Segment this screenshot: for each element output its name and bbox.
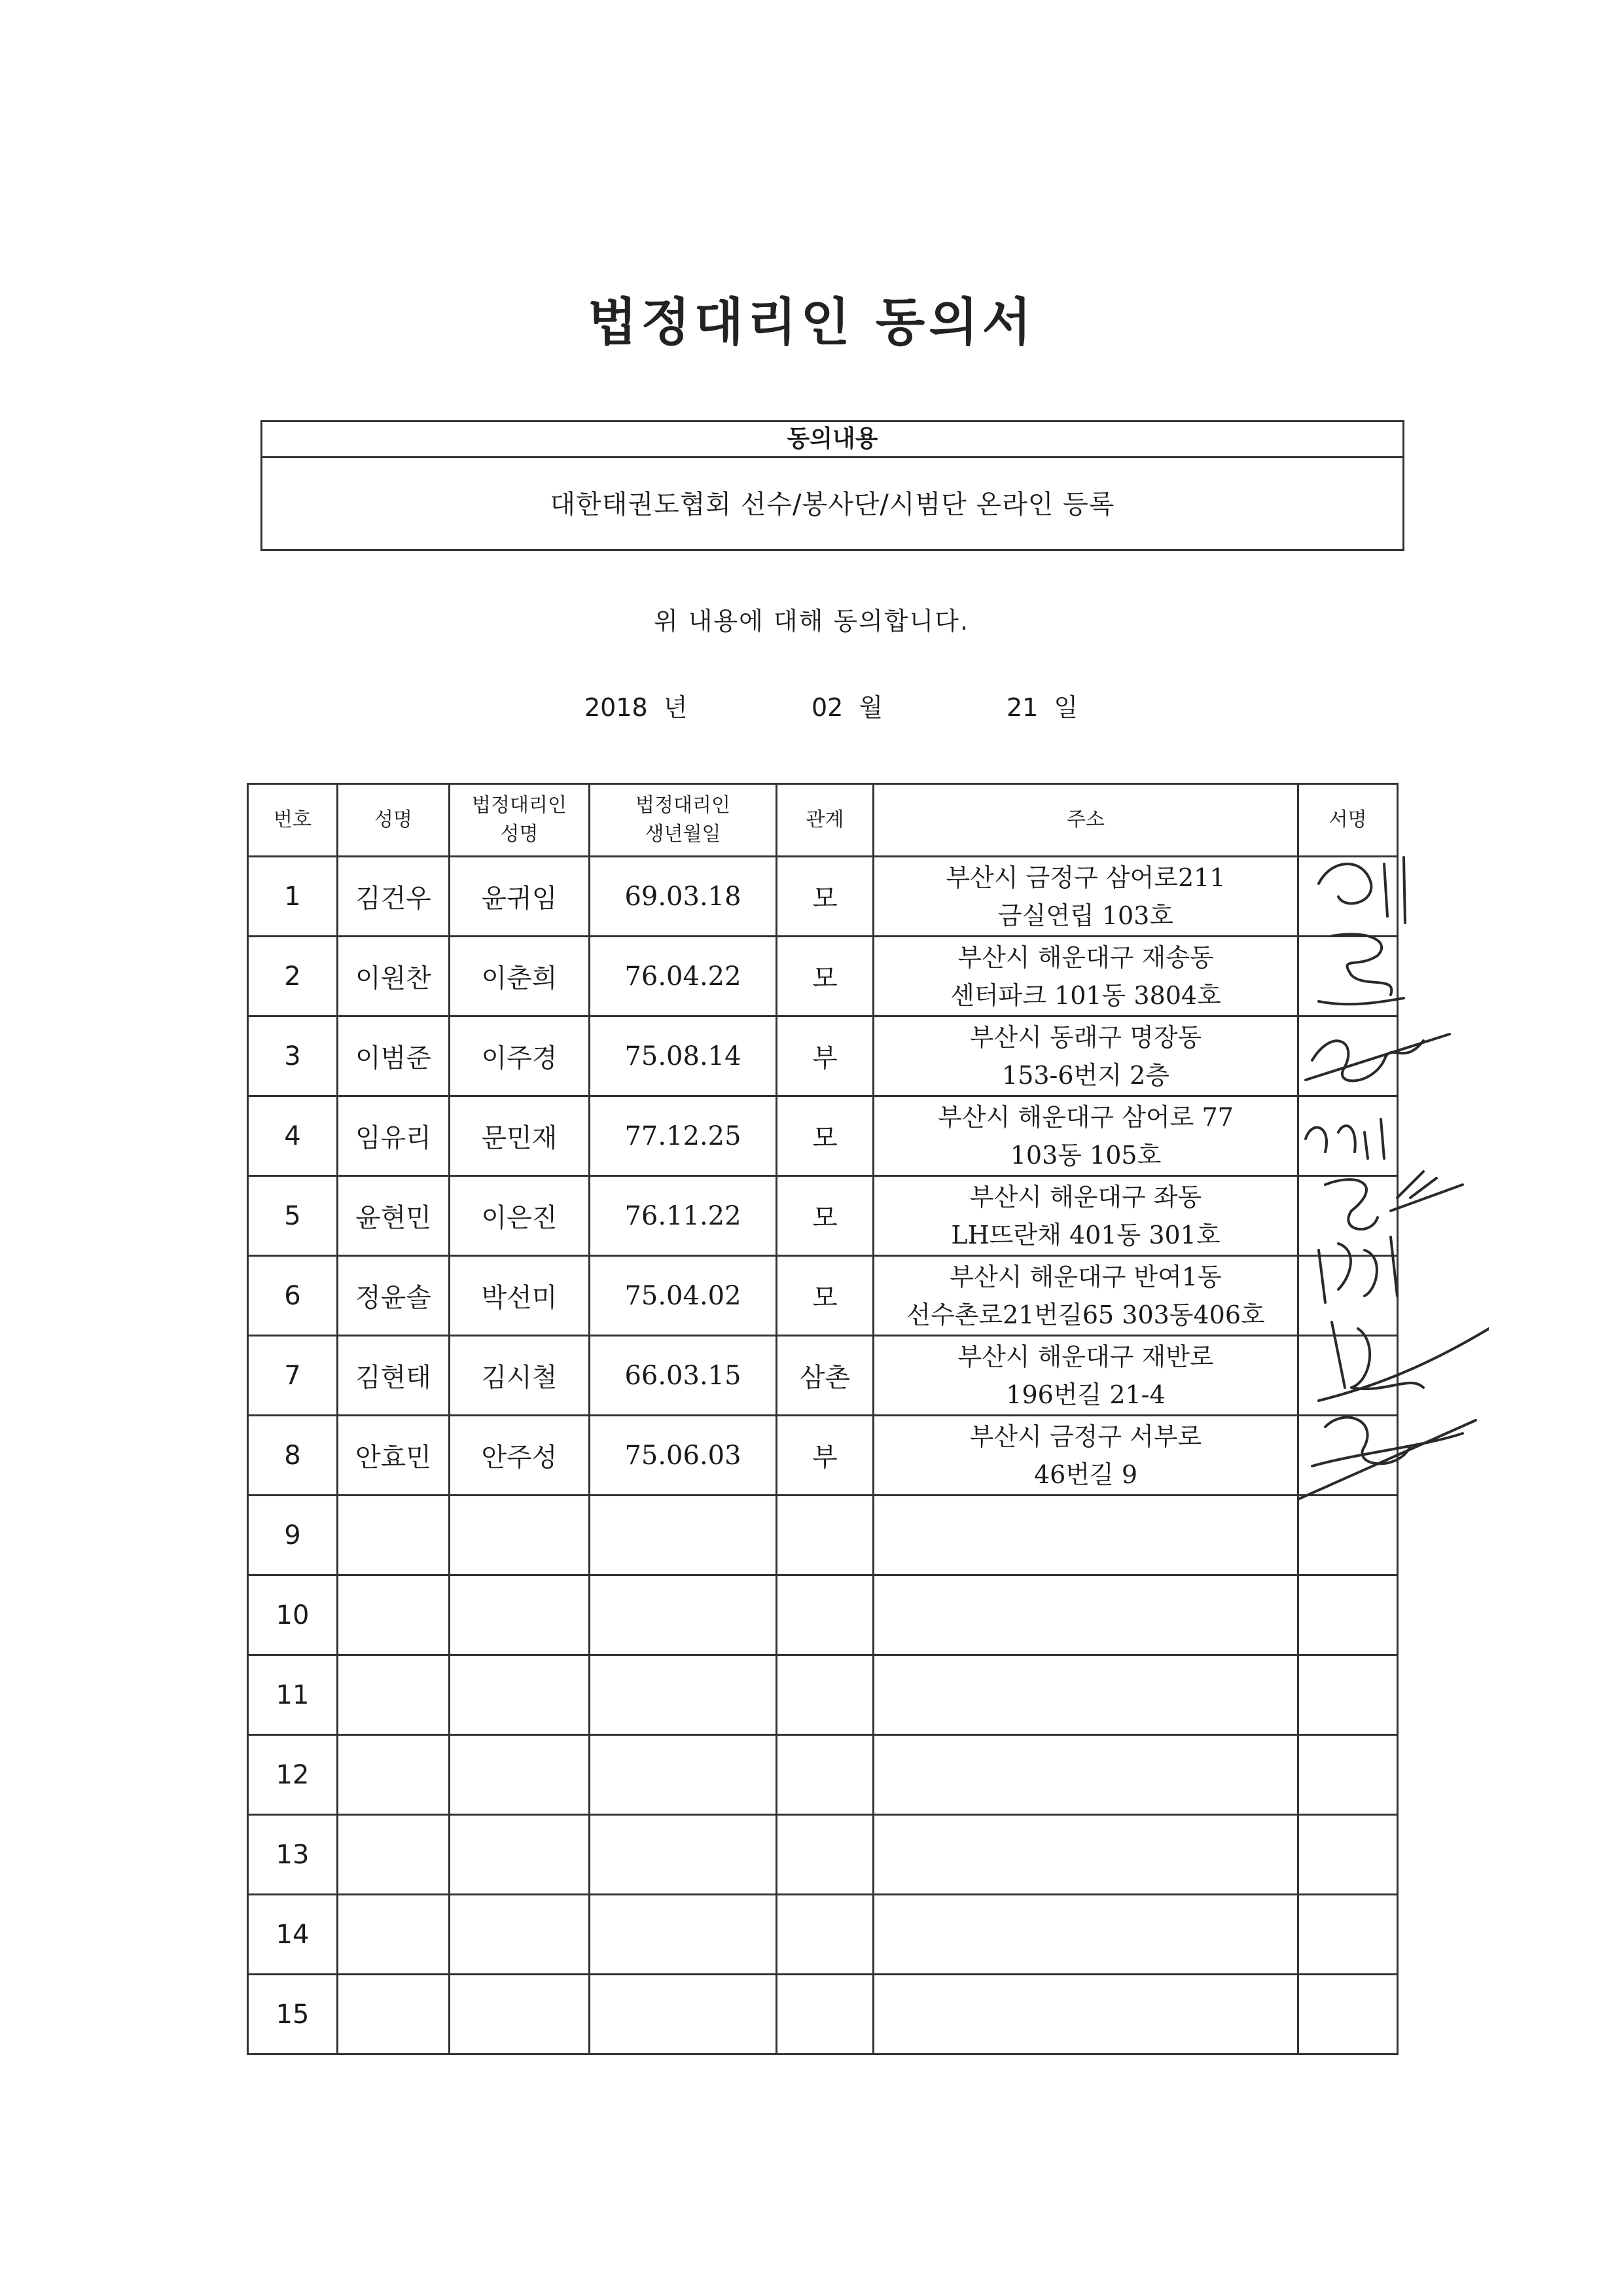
- address-line1: 부산시 해운대구 재송동: [957, 942, 1214, 972]
- cell-guardian-name: [450, 1895, 590, 1975]
- header-guardian-name-line1: 법정대리인: [472, 794, 567, 817]
- guardian-table: [247, 783, 1399, 2055]
- cell-no: 1: [248, 857, 338, 937]
- cell-signature: [1298, 1496, 1398, 1575]
- cell-relation: [777, 1735, 874, 1815]
- cell-name: 임유리: [338, 1096, 450, 1176]
- cell-name: [338, 1895, 450, 1975]
- cell-name: 정윤솔: [338, 1256, 450, 1336]
- address-line1: 부산시 해운대구 삼어로 77: [938, 1102, 1234, 1132]
- cell-guardian-birth: [590, 1975, 777, 2054]
- table-row: [248, 1496, 1398, 1575]
- cell-signature: [1298, 1096, 1398, 1176]
- address-line2: 196번길 21-4: [1006, 1380, 1166, 1409]
- header-address: 주소: [874, 784, 1298, 857]
- cell-guardian-birth: [590, 1895, 777, 1975]
- cell-signature: [1298, 1655, 1398, 1735]
- cell-guardian-name: [450, 1815, 590, 1895]
- cell-guardian-birth: 75.04.02: [590, 1256, 777, 1336]
- cell-no: 8: [248, 1416, 338, 1496]
- cell-name: [338, 1655, 450, 1735]
- header-signature: 서명: [1298, 784, 1398, 857]
- header-guardian-birth-line1: 법정대리인: [635, 794, 730, 817]
- cell-address: [874, 1975, 1298, 2054]
- date-year-value: 2018: [584, 693, 648, 722]
- cell-guardian-name: [450, 1655, 590, 1735]
- cell-address: [874, 1496, 1298, 1575]
- address-line2: 선수촌로21번길65 303동406호: [906, 1300, 1265, 1329]
- cell-guardian-birth: [590, 1496, 777, 1575]
- cell-relation: 모: [777, 1256, 874, 1336]
- cell-relation: 삼촌: [777, 1336, 874, 1416]
- cell-guardian-name: [450, 1975, 590, 2054]
- cell-address: [874, 1256, 1298, 1336]
- cell-guardian-name: 박선미: [450, 1256, 590, 1336]
- table-row: [248, 1575, 1398, 1655]
- cell-guardian-name: [450, 1575, 590, 1655]
- cell-address: [874, 1815, 1298, 1895]
- cell-name: [338, 1735, 450, 1815]
- cell-guardian-name: 이은진: [450, 1176, 590, 1256]
- consent-content-text: 대한태권도협회 선수/봉사단/시범단 온라인 등록: [550, 490, 1115, 520]
- table-row: [248, 1096, 1398, 1176]
- cell-address: [874, 1416, 1298, 1496]
- address-line1: 부산시 금정구 서부로: [969, 1422, 1202, 1451]
- cell-name: 이원찬: [338, 937, 450, 1016]
- cell-guardian-name: [450, 1496, 590, 1575]
- table-row: [248, 1336, 1398, 1416]
- cell-address: [874, 1735, 1298, 1815]
- cell-no: 7: [248, 1336, 338, 1416]
- table-row: [248, 1256, 1398, 1336]
- cell-relation: 모: [777, 1096, 874, 1176]
- header-guardian-name: [450, 784, 590, 857]
- cell-address: [874, 1336, 1298, 1416]
- cell-guardian-birth: 76.04.22: [590, 937, 777, 1016]
- date-month-label: 월: [859, 693, 883, 722]
- cell-no: 3: [248, 1016, 338, 1096]
- cell-name: 김건우: [338, 857, 450, 937]
- date-day: [1007, 687, 1078, 723]
- cell-guardian-name: [450, 1735, 590, 1815]
- consent-content-header: 동의내용: [262, 422, 1402, 458]
- cell-address: [874, 937, 1298, 1016]
- consent-content-box: [260, 420, 1404, 551]
- address-line2: 센터파크 101동 3804호: [950, 980, 1221, 1010]
- table-row: [248, 1655, 1398, 1735]
- table-row: [248, 937, 1398, 1016]
- header-guardian-name-line2: 성명: [500, 823, 539, 846]
- cell-name: [338, 1575, 450, 1655]
- table-row: [248, 1016, 1398, 1096]
- cell-signature: [1298, 1016, 1398, 1096]
- address-line1: 부산시 해운대구 반여1동: [950, 1262, 1222, 1291]
- cell-relation: 부: [777, 1416, 874, 1496]
- cell-no: 11: [248, 1655, 338, 1735]
- cell-address: [874, 857, 1298, 937]
- cell-relation: [777, 1895, 874, 1975]
- cell-name: [338, 1815, 450, 1895]
- cell-signature: [1298, 1895, 1398, 1975]
- cell-guardian-birth: 69.03.18: [590, 857, 777, 937]
- cell-guardian-birth: [590, 1575, 777, 1655]
- cell-name: [338, 1496, 450, 1575]
- cell-name: 김현태: [338, 1336, 450, 1416]
- date-year-label: 년: [663, 693, 688, 722]
- cell-no: 14: [248, 1895, 338, 1975]
- table-row: [248, 1975, 1398, 2054]
- address-line2: 금실연립 103호: [997, 901, 1174, 930]
- cell-signature: [1298, 1256, 1398, 1336]
- cell-relation: 모: [777, 937, 874, 1016]
- cell-signature: [1298, 1416, 1398, 1496]
- table-row: [248, 1735, 1398, 1815]
- cell-address: [874, 1575, 1298, 1655]
- date-day-value: 21: [1007, 693, 1039, 722]
- cell-guardian-birth: 77.12.25: [590, 1096, 777, 1176]
- address-line1: 부산시 금정구 삼어로211: [946, 863, 1226, 892]
- cell-signature: [1298, 937, 1398, 1016]
- cell-signature: [1298, 1975, 1398, 2054]
- cell-guardian-name: 김시철: [450, 1336, 590, 1416]
- date-year: [584, 687, 687, 723]
- cell-guardian-birth: [590, 1655, 777, 1735]
- cell-relation: 모: [777, 857, 874, 937]
- cell-guardian-birth: [590, 1815, 777, 1895]
- cell-signature: [1298, 1336, 1398, 1416]
- cell-address: [874, 1176, 1298, 1256]
- address-line1: 부산시 해운대구 좌동: [969, 1182, 1202, 1211]
- cell-address: [874, 1096, 1298, 1176]
- header-no: 번호: [248, 784, 338, 857]
- cell-guardian-birth: [590, 1735, 777, 1815]
- address-line1: 부산시 해운대구 재반로: [957, 1342, 1214, 1371]
- table-row: [248, 1895, 1398, 1975]
- cell-relation: [777, 1975, 874, 2054]
- cell-guardian-birth: 76.11.22: [590, 1176, 777, 1256]
- cell-guardian-birth: 75.08.14: [590, 1016, 777, 1096]
- cell-signature: [1298, 1735, 1398, 1815]
- table-header-row: [248, 784, 1398, 857]
- cell-signature: [1298, 857, 1398, 937]
- address-line2: 153-6번지 2층: [1002, 1060, 1169, 1090]
- table-row: [248, 1815, 1398, 1895]
- header-name: 성명: [338, 784, 450, 857]
- cell-signature: [1298, 1575, 1398, 1655]
- cell-relation: 모: [777, 1176, 874, 1256]
- cell-no: 2: [248, 937, 338, 1016]
- header-guardian-birth-line2: 생년월일: [645, 823, 721, 846]
- cell-guardian-name: 문민재: [450, 1096, 590, 1176]
- address-line2: 103동 105호: [1010, 1140, 1162, 1170]
- cell-relation: [777, 1815, 874, 1895]
- cell-no: 15: [248, 1975, 338, 2054]
- cell-no: 12: [248, 1735, 338, 1815]
- cell-name: 안효민: [338, 1416, 450, 1496]
- address-line1: 부산시 동래구 명장동: [969, 1022, 1202, 1052]
- cell-no: 6: [248, 1256, 338, 1336]
- cell-name: [338, 1975, 450, 2054]
- cell-address: [874, 1895, 1298, 1975]
- cell-guardian-birth: 75.06.03: [590, 1416, 777, 1496]
- cell-address: [874, 1016, 1298, 1096]
- table-row: [248, 1176, 1398, 1256]
- header-guardian-birth: [590, 784, 777, 857]
- document-title: 법정대리인 동의서: [588, 293, 1035, 352]
- agreement-statement: 위 내용에 대해 동의합니다.: [653, 607, 970, 636]
- cell-relation: [777, 1496, 874, 1575]
- cell-address: [874, 1655, 1298, 1735]
- header-relation: 관계: [777, 784, 874, 857]
- cell-relation: [777, 1655, 874, 1735]
- cell-no: 10: [248, 1575, 338, 1655]
- cell-guardian-name: 이춘희: [450, 937, 590, 1016]
- cell-name: 이범준: [338, 1016, 450, 1096]
- cell-guardian-name: 윤귀임: [450, 857, 590, 937]
- cell-guardian-birth: 66.03.15: [590, 1336, 777, 1416]
- table-row: [248, 857, 1398, 937]
- cell-no: 9: [248, 1496, 338, 1575]
- cell-signature: [1298, 1176, 1398, 1256]
- cell-signature: [1298, 1815, 1398, 1895]
- date-day-label: 일: [1054, 693, 1079, 722]
- date-month: [812, 687, 883, 723]
- address-line2: LH뜨란채 401동 301호: [951, 1220, 1221, 1249]
- cell-relation: [777, 1575, 874, 1655]
- cell-name: 윤현민: [338, 1176, 450, 1256]
- cell-no: 13: [248, 1815, 338, 1895]
- table-row: [248, 1416, 1398, 1496]
- cell-relation: 부: [777, 1016, 874, 1096]
- date-month-value: 02: [812, 693, 844, 722]
- cell-no: 4: [248, 1096, 338, 1176]
- cell-no: 5: [248, 1176, 338, 1256]
- address-line2: 46번길 9: [1033, 1460, 1138, 1489]
- cell-guardian-name: 이주경: [450, 1016, 590, 1096]
- cell-guardian-name: 안주성: [450, 1416, 590, 1496]
